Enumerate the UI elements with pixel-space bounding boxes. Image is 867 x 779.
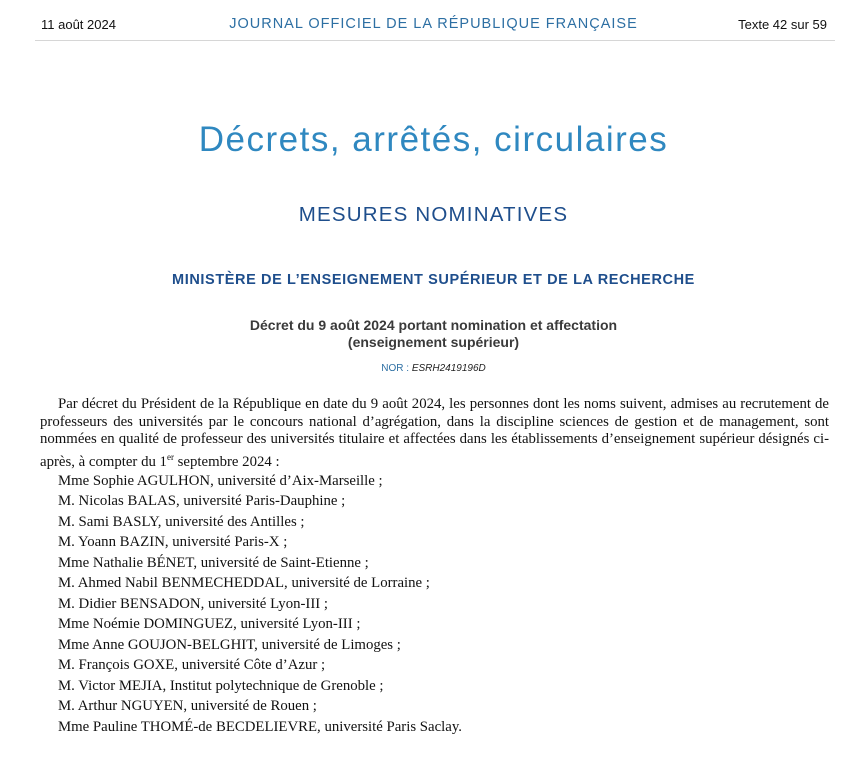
appointment-list bbox=[40, 471, 829, 738]
decree-body bbox=[40, 396, 829, 737]
list-item: Mme Sophie AGULHON, université d’Aix-Marseille ; bbox=[58, 472, 383, 489]
decree-title bbox=[0, 317, 867, 351]
nor-label: NOR : bbox=[381, 363, 410, 374]
list-item: M. Yoann BAZIN, université Paris-X ; bbox=[58, 534, 288, 551]
paragraph-sup: er bbox=[166, 451, 174, 462]
list-item: M. Nicolas BALAS, université Paris-Dauphine ; bbox=[58, 493, 346, 510]
ministry-title: MINISTÈRE DE L’ENSEIGNEMENT SUPÉRIEUR ET DE LA RECHERCHE bbox=[172, 272, 695, 288]
list-item: M. Didier BENSADON, université Lyon-III ; bbox=[58, 595, 329, 612]
main-title: Décrets, arrêtés, circulaires bbox=[198, 120, 669, 159]
page-header bbox=[0, 17, 867, 37]
list-item: M. Ahmed Nabil BENMECHEDDAL, université de Lorraine ; bbox=[58, 575, 430, 592]
journal-title: JOURNAL OFFICIEL DE LA RÉPUBLIQUE FRANÇAISE bbox=[229, 16, 638, 32]
paragraph-main: Par décret du Président de la République en date du 9 août 2024, les personnes dont les noms suivent, admises au recrutement de professeurs des universités par le concours national d’agrégation, dans la discipline sciences de gestion et de management, sont nommées en qualité de professeur des universités titulaire et affectées dans les établissements d’enseignement supérieur désignés ci-après, à compter du 1 bbox=[40, 396, 829, 470]
decree-line-1: Décret du 9 août 2024 portant nomination et affectation bbox=[249, 317, 618, 333]
nor-value: ESRH2419196D bbox=[411, 363, 486, 374]
section-title: MESURES NOMINATIVES bbox=[298, 203, 569, 226]
paragraph-end: septembre 2024 : bbox=[173, 453, 280, 470]
list-item: Mme Nathalie BÉNET, université de Saint-Etienne ; bbox=[58, 554, 369, 571]
decree-line-2: (enseignement supérieur) bbox=[347, 334, 520, 350]
list-item: M. François GOXE, université Côte d’Azur ; bbox=[58, 657, 326, 674]
list-item: M. Sami BASLY, université des Antilles ; bbox=[58, 513, 305, 530]
list-item: Mme Noémie DOMINGUEZ, université Lyon-III ; bbox=[58, 616, 361, 633]
list-item: Mme Pauline THOMÉ-de BECDELIEVRE, université Paris Saclay. bbox=[58, 718, 462, 735]
nor-reference bbox=[0, 363, 867, 374]
list-item: Mme Anne GOUJON-BELGHIT, université de Limoges ; bbox=[58, 636, 401, 653]
list-item: M. Victor MEJIA, Institut polytechnique de Grenoble ; bbox=[58, 677, 384, 694]
header-divider bbox=[35, 40, 835, 41]
text-number: Texte 42 sur 59 bbox=[738, 17, 827, 32]
list-item: M. Arthur NGUYEN, université de Rouen ; bbox=[58, 698, 317, 715]
header-date: 11 août 2024 bbox=[41, 17, 116, 32]
decree-paragraph bbox=[40, 396, 829, 471]
